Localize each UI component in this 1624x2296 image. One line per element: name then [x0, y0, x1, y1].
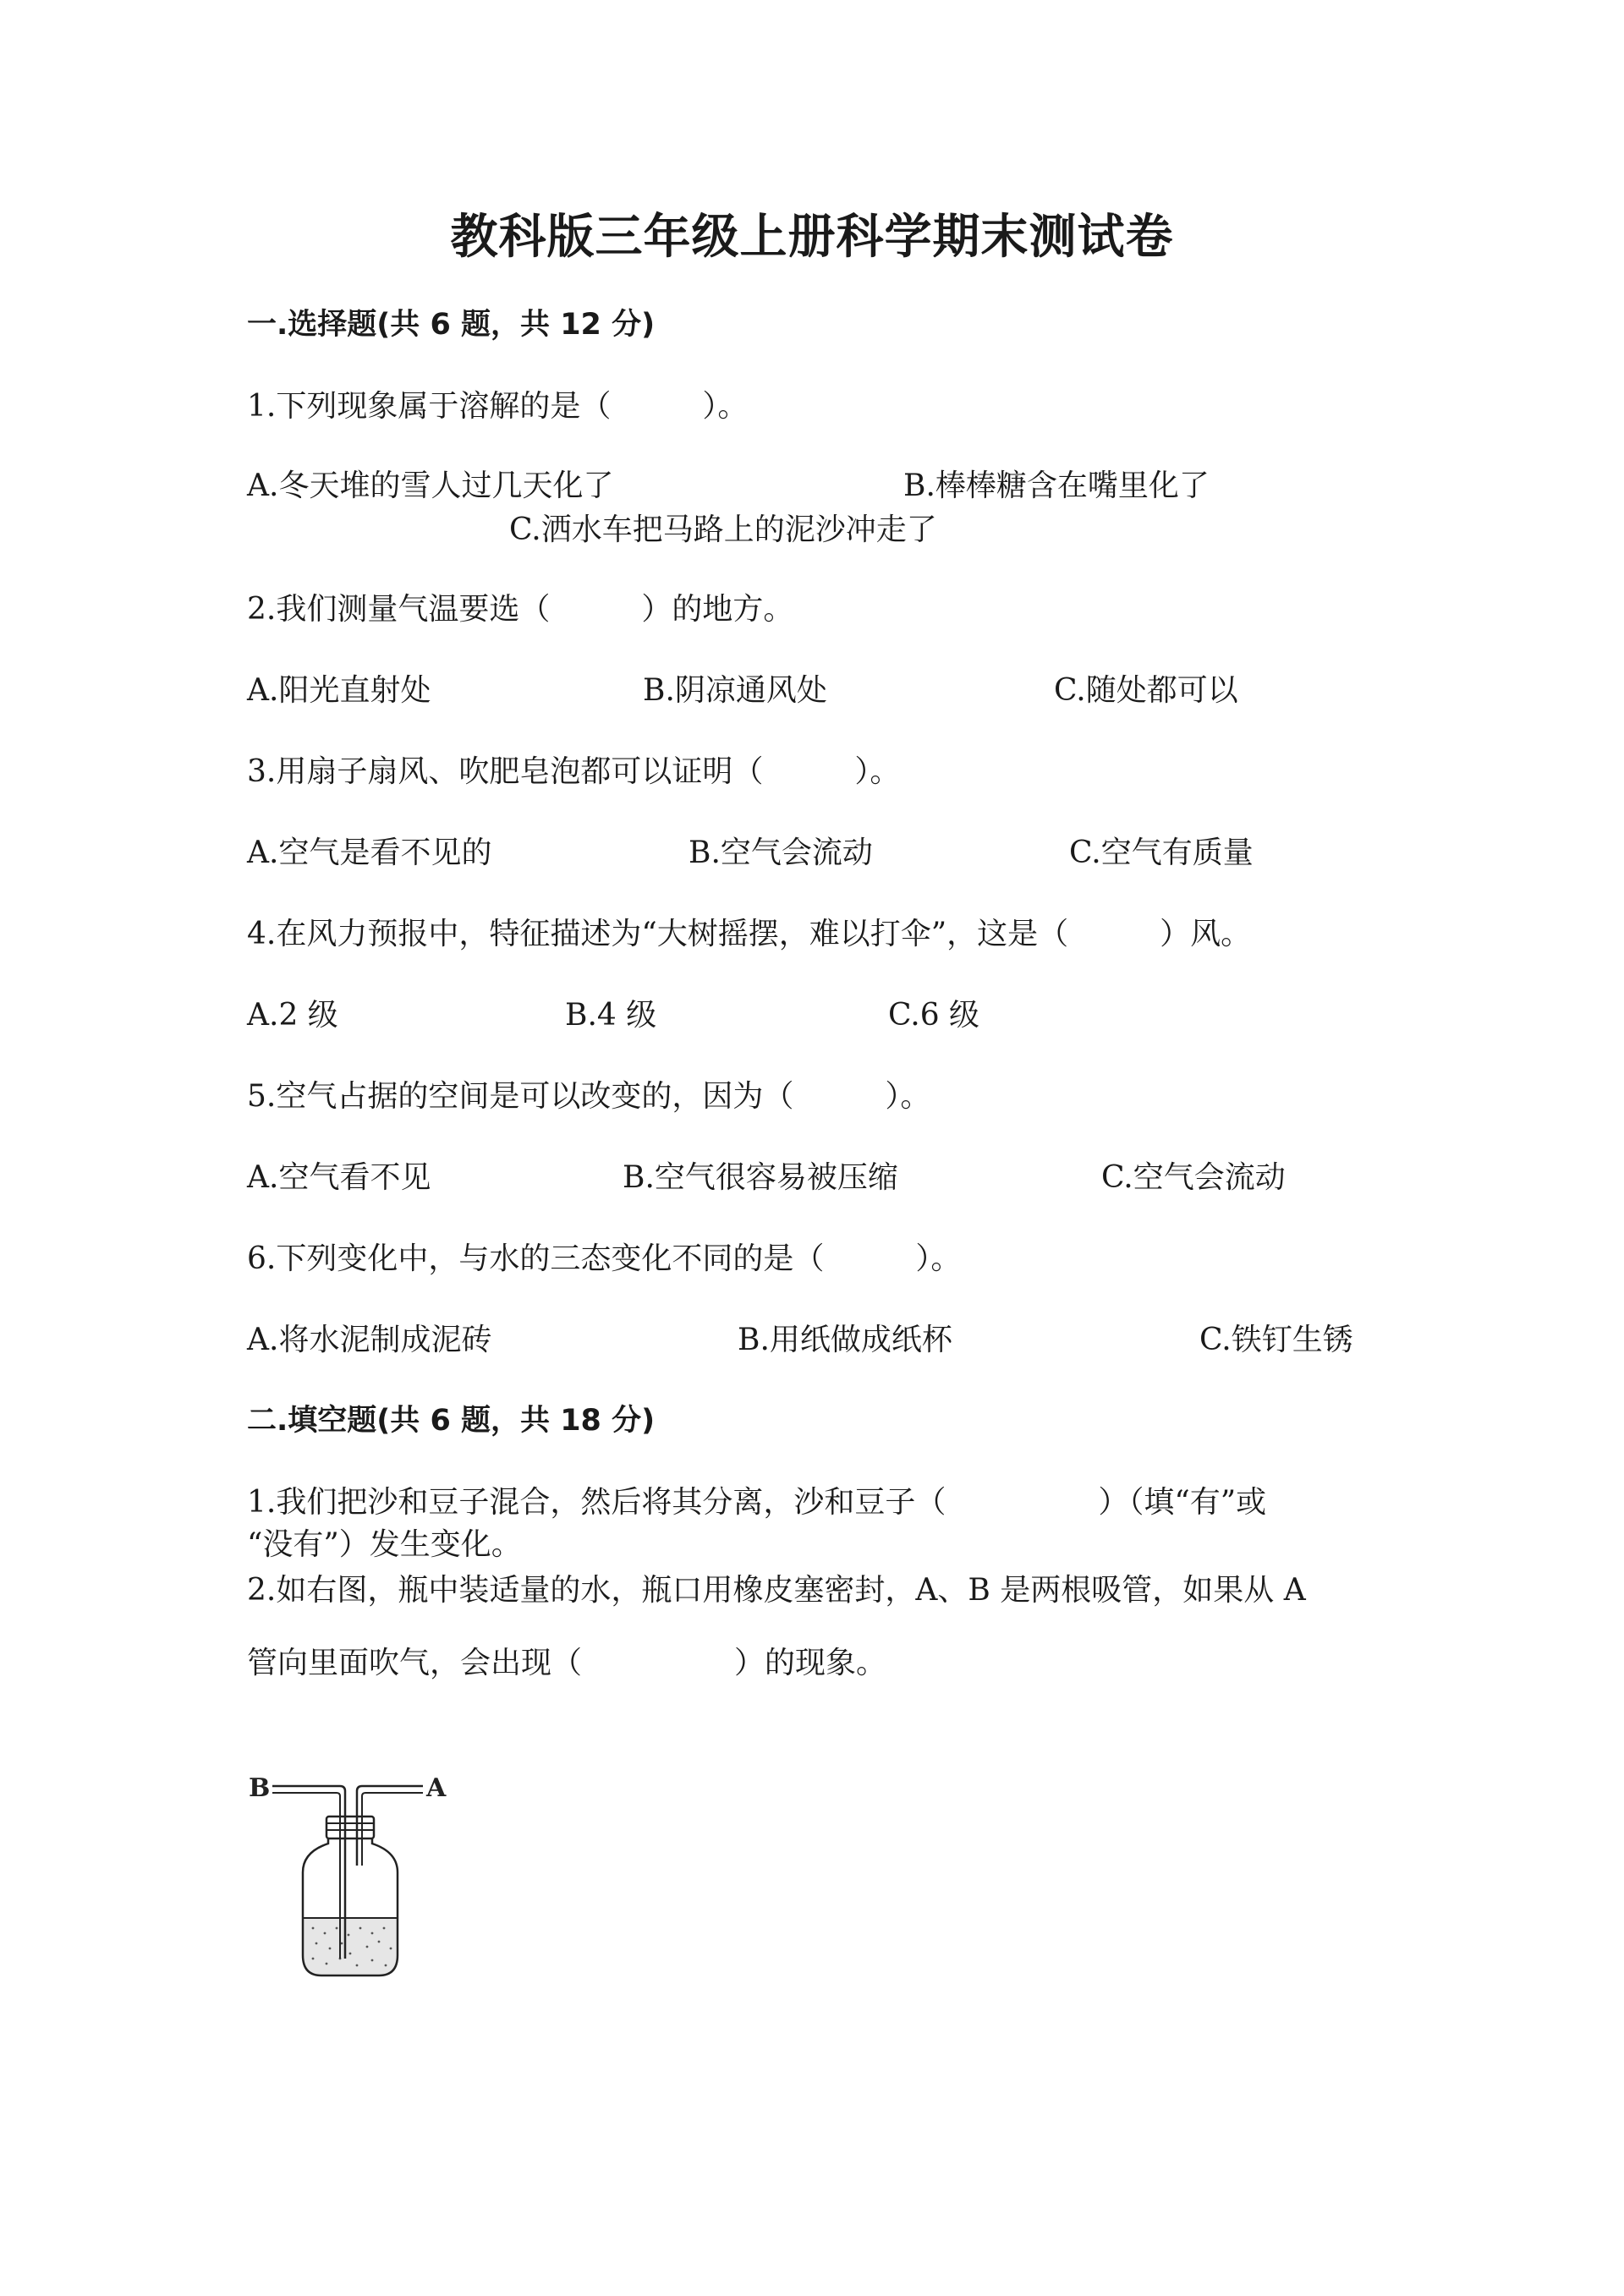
fill-question-2-line1: 2.如右图，瓶中装适量的水，瓶口用橡皮塞密封，A、B 是两根吸管，如果从 A	[247, 1573, 1306, 1608]
exam-title: 教科版三年级上册科学期末测试卷	[450, 209, 1174, 265]
question-stem: 5.空气占据的空间是可以改变的，因为（ ）。	[247, 1079, 931, 1114]
bottle-with-tubes-icon	[272, 1786, 423, 1975]
tube-label-b: B	[249, 1773, 271, 1803]
option-b: B.用纸做成纸杯	[738, 1323, 952, 1357]
section-heading-multiple-choice: 一.选择题(共 6 题，共 12 分)	[247, 308, 656, 342]
option-c: C.6 级	[888, 998, 980, 1033]
option-a: A.阳光直射处	[247, 673, 431, 708]
fill-question-2-line2: 管向里面吹气，会出现（ ）的现象。	[247, 1646, 887, 1680]
option-a: A.将水泥制成泥砖	[247, 1323, 492, 1357]
option-a: A.冬天堆的雪人过几天化了	[247, 469, 614, 503]
option-b: B.棒棒糖含在嘴里化了	[903, 469, 1210, 503]
option-c: C.空气有质量	[1069, 836, 1254, 870]
option-b: B.空气会流动	[689, 836, 873, 870]
section-heading-fill-in: 二.填空题(共 6 题，共 18 分)	[247, 1404, 656, 1438]
option-a: A.空气是看不见的	[247, 836, 492, 870]
question-stem: 1.下列现象属于溶解的是（ ）。	[247, 389, 749, 424]
fill-question-1-line1: 1.我们把沙和豆子混合，然后将其分离，沙和豆子（ ）（填“有”或	[247, 1485, 1267, 1520]
option-b: B.阴凉通风处	[643, 673, 827, 708]
option-c: C.随处都可以	[1054, 673, 1238, 708]
question-stem: 3.用扇子扇风、吹肥皂泡都可以证明（ ）。	[247, 754, 901, 789]
question-stem: 6.下列变化中，与水的三态变化不同的是（ ）。	[247, 1241, 962, 1276]
option-b: B.4 级	[565, 998, 657, 1033]
option-c: C.洒水车把马路上的泥沙冲走了	[509, 512, 937, 547]
question-stem: 4.在风力预报中，特征描述为“大树摇摆，难以打伞”，这是（ ）风。	[247, 917, 1252, 951]
question-stem: 2.我们测量气温要选（ ）的地方。	[247, 592, 794, 627]
option-c: C.铁钉生锈	[1199, 1323, 1353, 1357]
option-c: C.空气会流动	[1101, 1160, 1286, 1195]
option-a: A.空气看不见	[247, 1160, 431, 1195]
bottle-diagram	[249, 1759, 452, 1996]
option-b: B.空气很容易被压缩	[623, 1160, 898, 1195]
option-a: A.2 级	[247, 998, 338, 1033]
fill-question-1-line2: “没有”）发生变化。	[247, 1527, 522, 1562]
tube-label-a: A	[426, 1773, 447, 1803]
